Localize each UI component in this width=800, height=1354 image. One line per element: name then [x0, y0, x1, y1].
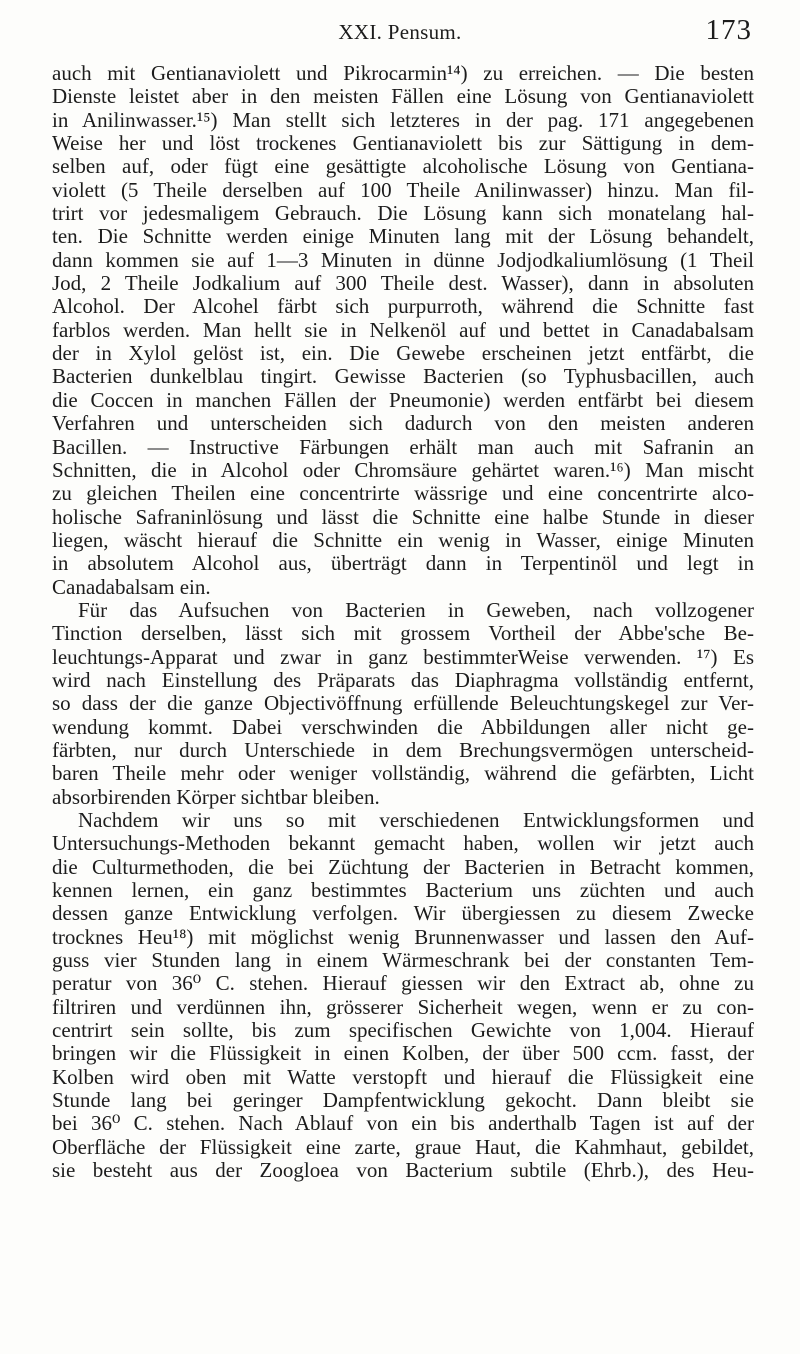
text-line: leuchtungs-Apparat und zwar in ganz bestimmterWeise verwenden. ¹⁷) Es [52, 644, 754, 669]
text-line: selben auf, oder fügt eine gesättigte alcoholische Lösung von Gentiana- [52, 154, 754, 179]
text-line: Bacterien dunkelblau tingirt. Gewisse Bacterien (so Typhusbacillen, auch [52, 364, 754, 389]
text-line: trocknes Heu¹⁸) mit möglichst wenig Brunnenwasser und lassen den Auf- [52, 924, 754, 949]
text-line: färbten, nur durch Unterschiede in dem Brechungsvermögen unterscheid- [52, 737, 754, 762]
text-line: liegen, wäscht hierauf die Schnitte ein wenig in Wasser, einige Minuten [52, 527, 754, 552]
text-line: Dienste leistet aber in den meisten Fällen eine Lösung von Gentianaviolett [52, 84, 754, 109]
text-line: holische Safraninlösung und lässt die Schnitte eine halbe Stunde in dieser [52, 504, 754, 529]
text-line: der in Xylol gelöst ist, ein. Die Gewebe erscheinen jetzt entfärbt, die [52, 341, 754, 366]
text-line: zu gleichen Theilen eine concentrirte wässrige und eine concentrirte alco- [52, 481, 754, 506]
text-line: Nachdem wir uns so mit verschiedenen Entwicklungsformen und [78, 808, 754, 832]
text-line: baren Theile mehr oder weniger vollständig, während die gefärbten, Licht [52, 761, 754, 786]
text-line: Alcohol. Der Alcohel färbt sich purpurroth, während die Schnitte fast [52, 294, 754, 319]
text-line: wendung kommt. Dabei verschwinden die Abbildungen aller nicht ge- [52, 714, 754, 739]
text-line: guss vier Stunden lang in einem Wärmeschrank bei der constanten Tem- [52, 948, 754, 973]
text-line: Tinction derselben, lässt sich mit grossem Vortheil der Abbe'sche Be- [52, 621, 754, 646]
text-line: bringen wir die Flüssigkeit in einen Kolben, der über 500 ccm. fasst, der [52, 1041, 754, 1066]
text-line: sie besteht aus der Zoogloea von Bacterium subtile (Ehrb.), des Heu- [52, 1158, 754, 1183]
text-line: peratur von 36⁰ C. stehen. Hierauf giessen wir den Extract ab, ohne zu [52, 971, 754, 996]
text-line: centrirt sein sollte, bis zum specifischen Gewichte von 1,004. Hierauf [52, 1018, 754, 1043]
text-line: Canadabalsam ein. [52, 574, 211, 599]
running-title: XXI. Pensum. [338, 20, 462, 44]
text-line: die Culturmethoden, die bei Züchtung der Bacterien in Betracht kommen, [52, 854, 754, 879]
text-line: Stunde lang bei geringer Dampfentwicklung gekocht. Dann bleibt sie [52, 1088, 754, 1113]
page-header [0, 14, 800, 54]
text-line: violett (5 Theile derselben auf 100 Theile Anilinwasser) hinzu. Man fil- [52, 177, 754, 202]
text-line: ten. Die Schnitte werden einige Minuten lang mit der Lösung behandelt, [52, 224, 754, 249]
text-line: Jod, 2 Theile Jodkalium auf 300 Theile dest. Wasser), dann in absoluten [52, 271, 754, 296]
text-line: absorbirenden Körper sichtbar bleiben. [52, 784, 380, 809]
text-line: so dass der die ganze Objectivöffnung erfüllende Beleuchtungskegel zur Ver- [52, 691, 754, 716]
text-line: die Coccen in manchen Fällen der Pneumonie) werden entfärbt bei diesem [52, 387, 754, 412]
text-line: dessen ganze Entwicklung verfolgen. Wir übergiessen zu diesem Zwecke [52, 901, 754, 926]
text-line: dann kommen sie auf 1—3 Minuten in dünne Jodjodkaliumlösung (1 Theil [52, 247, 754, 272]
text-line: wird nach Einstellung des Präparats das Diaphragma vollständig entfernt, [52, 667, 754, 692]
text-line: trirt vor jedesmaligem Gebrauch. Die Lösung kann sich monatelang hal- [52, 201, 754, 226]
text-line: bei 36⁰ C. stehen. Nach Ablauf von ein bis anderthalb Tagen ist auf der [52, 1111, 754, 1136]
text-line: in absolutem Alcohol aus, überträgt dann in Terpentinöl und legt in [52, 551, 754, 576]
page-number: 173 [705, 14, 752, 46]
text-line: Untersuchungs-Methoden bekannt gemacht haben, wollen wir jetzt auch [52, 831, 754, 856]
text-line: Schnitten, die in Alcohol oder Chromsäure gehärtet waren.¹⁶) Man mischt [52, 457, 754, 482]
text-line: Weise her und löst trockenes Gentianaviolett bis zur Sättigung in dem- [52, 131, 754, 156]
text-line: auch mit Gentianaviolett und Pikrocarmin¹⁴) zu erreichen. — Die besten [52, 61, 754, 85]
text-line: Für das Aufsuchen von Bacterien in Geweben, nach vollzogener [78, 597, 754, 622]
text-line: Kolben wird oben mit Watte verstopft und hierauf die Flüssigkeit eine [52, 1064, 754, 1089]
text-line: Verfahren und unterscheiden sich dadurch von den meisten anderen [52, 411, 754, 436]
text-line: Oberfläche der Flüssigkeit eine zarte, graue Haut, die Kahmhaut, gebildet, [52, 1134, 754, 1159]
text-line: farblos werden. Man hellt sie in Nelkenöl auf und bettet in Canadabalsam [52, 317, 754, 342]
text-line: Bacillen. — Instructive Färbungen erhält man auch mit Safranin an [52, 434, 754, 459]
text-line: filtriren und verdünnen ihn, grösserer Sicherheit wegen, wenn er zu con- [52, 994, 754, 1019]
text-line: in Anilinwasser.¹⁵) Man stellt sich letzteres in der pag. 171 angegebenen [52, 107, 754, 132]
body-text [52, 62, 754, 1183]
text-line: kennen lernen, ein ganz bestimmtes Bacterium uns züchten und auch [52, 878, 754, 903]
